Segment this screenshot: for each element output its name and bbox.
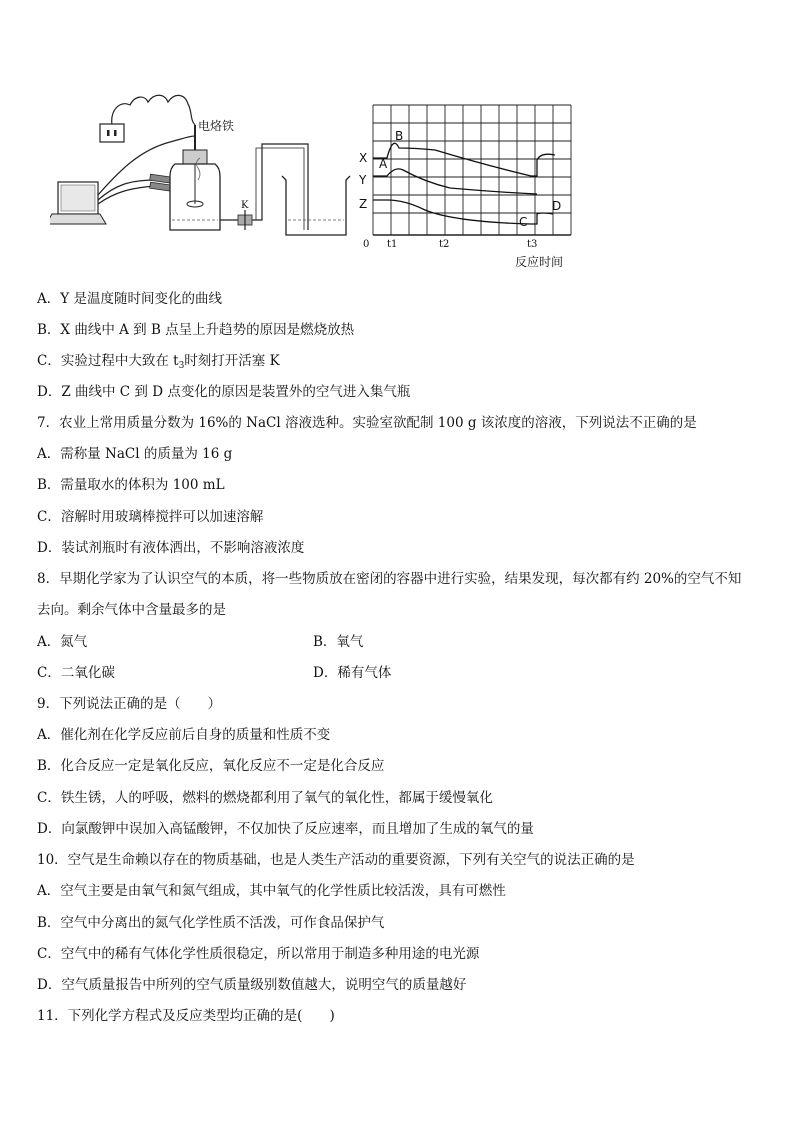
q11-stem: 11．下列化学方程式及反应类型均正确的是( ) — [37, 1008, 335, 1024]
point-a: A — [379, 157, 388, 171]
valve-label: K — [241, 200, 249, 211]
q6-option-c: C．实验过程中大致在 $t_3$时刻打开活塞 K — [37, 353, 280, 371]
q8-option-c: C．二氧化碳 — [37, 665, 115, 681]
soldering-iron-label: 电烙铁 — [198, 119, 235, 133]
q10-option-b: B．空气中分离出的氮气化学性质不活泼，可作食品保护气 — [37, 915, 385, 931]
q6-option-a: A．Y 是温度随时间变化的曲线 — [37, 291, 222, 307]
q8-stem-line2: 去向。剩余气体中含量最多的是 — [37, 602, 226, 618]
graph-label-x: X — [359, 151, 368, 165]
graph-t1: t1 — [387, 239, 398, 250]
q7-option-b: B．需量取水的体积为 100 mL — [37, 477, 225, 493]
q6-option-d: D．Z 曲线中 C 到 D 点变化的原因是装置外的空气进入集气瓶 — [37, 384, 411, 400]
q10-option-c: C．空气中的稀有气体化学性质很稳定，所以常用于制造多种用途的电光源 — [37, 946, 480, 962]
reaction-graph — [355, 100, 585, 275]
q9-option-a: A．催化剂在化学反应前后自身的质量和性质不变 — [37, 727, 331, 743]
q9-option-c: C．铁生锈，人的呼吸，燃料的燃烧都利用了氧气的氧化性，都属于缓慢氧化 — [37, 790, 493, 806]
q8-option-b: B．氧气 — [313, 634, 364, 650]
q7-stem: 7．农业上常用质量分数为 16%的 NaCl 溶液选种。实验室欲配制 100 g 该浓度的溶液，下列说法不正确的是 — [37, 415, 697, 431]
experiment-apparatus-diagram — [50, 80, 360, 250]
curve-x — [373, 143, 555, 176]
q8-option-a: A．氮气 — [37, 634, 88, 650]
q7-option-a: A．需称量 NaCl 的质量为 16 g — [37, 446, 233, 462]
q7-option-c: C．溶解时用玻璃棒搅拌可以加速溶解 — [37, 509, 264, 525]
gas-bottle — [170, 150, 220, 230]
q8-stem-line1: 8．早期化学家为了认识空气的本质，将一些物质放在密闭的容器中进行实验，结果发现，每次都有约 20%的空气不知 — [37, 571, 742, 587]
graph-x-axis-title: 反应时间 — [515, 255, 564, 269]
graph-t3: t3 — [527, 239, 538, 250]
q9-option-b: B．化合反应一定是氧化反应，氧化反应不一定是化合反应 — [37, 758, 385, 774]
q8-option-d: D．稀有气体 — [313, 665, 392, 681]
point-c: C — [519, 215, 528, 229]
valve-k — [238, 200, 252, 230]
q9-stem: 9．下列说法正确的是（ ） — [37, 696, 222, 712]
beaker — [282, 176, 350, 235]
graph-label-y: Y — [359, 173, 367, 187]
power-socket-icon — [100, 124, 124, 142]
q9-option-d: D．向氯酸钾中误加入高锰酸钾，不仅加快了反应速率，而且增加了生成的氧气的量 — [37, 821, 534, 837]
q6-option-b: B．X 曲线中 A 到 B 点呈上升趋势的原因是燃烧放热 — [37, 322, 355, 338]
graph-origin: 0 — [363, 239, 370, 250]
laptop-icon — [50, 182, 106, 224]
q10-option-a: A．空气主要是由氧气和氮气组成，其中氧气的化学性质比较活泼，具有可燃性 — [37, 883, 506, 899]
q10-stem: 10．空气是生命赖以存在的物质基础，也是人类生产活动的重要资源，下列有关空气的说法正确的是 — [37, 852, 635, 868]
point-d: D — [552, 199, 562, 213]
q7-option-d: D．装试剂瓶时有液体洒出，不影响溶液浓度 — [37, 540, 305, 556]
point-b: B — [395, 129, 404, 143]
graph-label-z: Z — [359, 197, 368, 211]
graph-t2: t2 — [439, 239, 450, 250]
q10-option-d: D．空气质量报告中所列的空气质量级别数值越大，说明空气的质量越好 — [37, 977, 467, 993]
curve-y — [373, 169, 537, 194]
